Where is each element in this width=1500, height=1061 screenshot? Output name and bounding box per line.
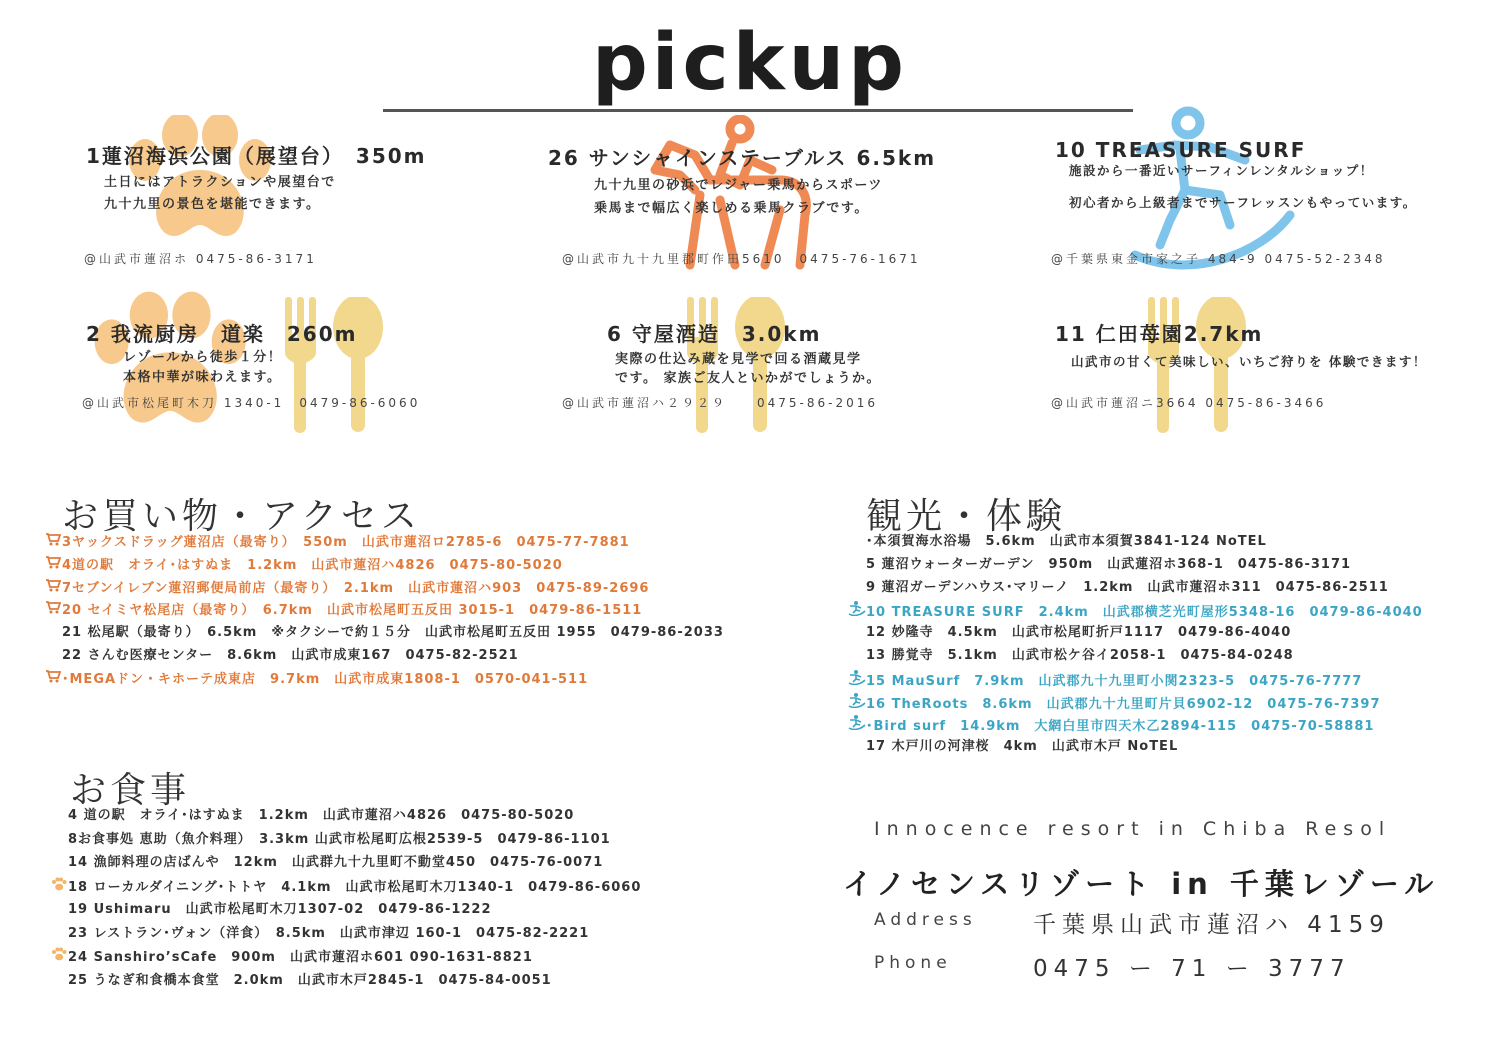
list-item (848, 737, 1178, 757)
cart-icon (44, 578, 62, 599)
list-item (50, 971, 552, 991)
list-item (44, 669, 588, 689)
list-item-text: 3ヤックスドラッグ蓮沼店（最寄り） 550m 山武市蓮沼ロ2785-6 0475-77-7881 (62, 535, 630, 550)
address-label: Address (874, 910, 977, 930)
list-item-text: 21 松尾駅（最寄り） 6.5km ※タクシーで約１５分 山武市松尾町五反田 1955 0479-86-2033 (62, 625, 724, 641)
list-item-text: 15 MauSurf 7.9km 山武郡九十九里町小関2323-5 0475-76-7777 (866, 673, 1363, 689)
list-item (848, 692, 1381, 712)
list-item (50, 806, 574, 826)
paw-icon (50, 947, 68, 968)
list-item (44, 578, 649, 598)
list-item (50, 877, 641, 897)
list-item-text: ･Bird surf 14.9km 大網白里市四天木乙2894-115 0475-70-58881 (866, 719, 1375, 735)
dining-heading: お食事 (70, 770, 191, 811)
pickup-title: 2 我流厨房 道楽 260m (86, 322, 358, 346)
list-item-text: 20 セイミヤ松尾店（最寄り） 6.7km 山武市松尾町五反田 3015-1 0479-86-1511 (62, 603, 643, 619)
list-item-text: ･本須賀海水浴場 5.6km 山武市本須賀3841-124 NoTEL (866, 534, 1267, 549)
list-item-text: 13 勝覚寺 5.1km 山武市松ケ谷イ2058-1 0475-84-0248 (866, 648, 1294, 663)
surfer-icon (848, 714, 866, 737)
list-item-text: 16 TheRoots 8.6km 山武郡九十九里町片貝6902-12 0475-76-7397 (866, 696, 1381, 712)
shopping-list (44, 532, 724, 692)
dining-list (50, 806, 690, 996)
pickup-card (82, 318, 506, 418)
list-item (50, 830, 611, 850)
surfer-icon (848, 692, 866, 715)
list-item-text: 25 うなぎ和食橋本食堂 2.0km 山武市木戸2845-1 0475-84-0051 (68, 972, 552, 988)
surfer-icon (848, 669, 866, 692)
pickup-title: 26 サンシャインステーブルス 6.5km (548, 146, 937, 170)
pickup-title: 1蓮沼海浜公園（展望台） 350m (86, 144, 427, 168)
list-item (44, 623, 724, 643)
pickup-card (548, 142, 1008, 272)
pickup-card (86, 140, 506, 270)
list-item-text: 14 漁師料理の店ばんや 12km 山武群九十九里町不動堂450 0475-76-0071 (68, 855, 604, 870)
address-value: 千葉県山武市蓮沼ハ 4159 (1033, 912, 1390, 938)
paw-icon (50, 877, 68, 898)
list-item-text: 19 Ushimaru 山武市松尾町木刀1307-02 0479-86-1222 (68, 902, 492, 917)
sightseeing-heading: 観光・体験 (866, 496, 1067, 537)
list-item (848, 714, 1374, 734)
list-item-text: 17 木戸川の河津桜 4km 山武市木戸 NoTEL (866, 739, 1179, 755)
pickup-address: @千葉県東金市家之子 484-9 0475-52-2348 (1051, 252, 1386, 266)
pickup-description: 山武市の甘くて美味しい、いちご狩りを 体験できます！ (1071, 354, 1427, 369)
pickup-card (1051, 138, 1495, 268)
list-item-text: 22 さんむ医療センター 8.6km 山武市成東167 0475-82-2521 (62, 648, 519, 663)
pickup-address: @山武市蓮沼ニ3664 0475-86-3466 (1051, 396, 1327, 410)
pickup-description: レゾールから徒歩１分！ 本格中華が味わえます。 (123, 350, 283, 385)
phone-label: Phone (874, 953, 952, 973)
pickup-title: 11 仁田苺園2.7km (1055, 322, 1264, 346)
list-item (44, 646, 519, 666)
cart-icon (44, 669, 62, 690)
cart-icon (44, 555, 62, 576)
title-divider (383, 109, 1133, 112)
list-item-text: 7セブンイレブン蓮沼郵便局前店（最寄り） 2.1km 山武市蓮沼ハ903 0475-89-2696 (62, 580, 650, 596)
pickup-address: @山武市蓮沼ハ２９２９ 0475-86-2016 (562, 396, 879, 410)
list-item-text: 4 道の駅 オライ･はすぬま 1.2km 山武市蓮沼ハ4826 0475-80-5020 (68, 808, 575, 823)
pickup-address: @山武市九十九里郡町作田5610 0475-76-1671 (562, 252, 921, 266)
list-item-text: 5 蓮沼ウォーターガーデン 950m 山武蓮沼ホ368-1 0475-86-3171 (866, 556, 1352, 572)
list-item-text: 8お食事処 恵助（魚介料理） 3.3km 山武市松尾町広根2539-5 0479-86-1101 (68, 831, 611, 847)
page-title: pickup (591, 18, 909, 108)
list-item-text: 23 レストラン･ヴォン（洋食） 8.5km 山武市津辺 160-1 0475-82-2221 (68, 925, 590, 941)
surfer-icon (848, 600, 866, 623)
list-item (848, 646, 1294, 666)
brand-name-english: Innocence resort in Chiba Resol (874, 818, 1392, 840)
pickup-title: 10 TREASURE SURF (1055, 138, 1307, 162)
pickup-card (562, 318, 1027, 418)
list-item (50, 853, 603, 873)
list-item (848, 578, 1389, 598)
phone-value: 0475 ー 71 ー 3777 (1033, 956, 1351, 982)
list-item-text: 12 妙隆寺 4.5km 山武市松尾町折戸1117 0479-86-4040 (866, 625, 1292, 641)
pickup-address: @山武市蓮沼ホ 0475-86-3171 (84, 252, 317, 266)
cart-icon (44, 600, 62, 621)
sightseeing-list (848, 532, 1468, 762)
pickup-description: 九十九里の砂浜でレジャー乗馬からスポーツ 乗馬まで幅広く楽しめる乗馬クラブです。 (594, 178, 883, 216)
list-item (50, 900, 492, 920)
list-item-text: 18 ローカルダイニング･トトヤ 4.1km 山武市松尾町木刀1340-1 0479-86-6060 (68, 879, 642, 895)
list-item-text: 4道の駅 オライ･はすぬま 1.2km 山武市蓮沼ハ4826 0475-80-5020 (62, 557, 563, 573)
pickup-title: 6 守屋酒造 3.0km (607, 322, 822, 346)
pickup-description: 実際の仕込み蔵を見学で回る酒蔵見学 です。 家族ご友人といかがでしょうか。 (615, 352, 881, 386)
list-item (848, 532, 1267, 552)
pickup-description: 土日にはアトラクションや展望台で 九十九里の景色を堪能できます。 (104, 175, 336, 212)
list-item (44, 532, 630, 552)
list-item (50, 924, 589, 944)
list-item (848, 600, 1423, 620)
list-item (44, 600, 642, 620)
list-item (848, 555, 1351, 575)
list-item-text: 24 Sanshiro’sCafe 900m 山武市蓮沼ホ601 090-1631-8821 (68, 950, 533, 965)
pickup-address: @山武市松尾町木刀 1340-1 0479-86-6060 (82, 396, 421, 410)
list-item (50, 947, 533, 967)
list-item (44, 555, 563, 575)
cart-icon (44, 532, 62, 553)
list-item-text: 9 蓮沼ガーデンハウス･マリーノ 1.2km 山武市蓮沼ホ311 0475-86-2511 (866, 579, 1389, 595)
list-item (848, 669, 1362, 689)
pickup-card (1051, 318, 1495, 418)
list-item (848, 623, 1291, 643)
pickup-description: 施設から一番近いサーフィンレンタルショップ！ 初心者から上級者までサーフレッスンもやっています。 (1069, 163, 1417, 210)
list-item-text: 10 TREASURE SURF 2.4km 山武郡横芝光町屋形5348-16 0479-86-4040 (866, 605, 1423, 621)
list-item-text: ･MEGAドン・キホーテ成東店 9.7km 山武市成東1808-1 0570-041-511 (62, 671, 589, 687)
brand-name-japanese: イノセンスリゾート in 千葉レゾール (843, 867, 1440, 901)
shopping-heading: お買い物・アクセス (62, 496, 421, 537)
